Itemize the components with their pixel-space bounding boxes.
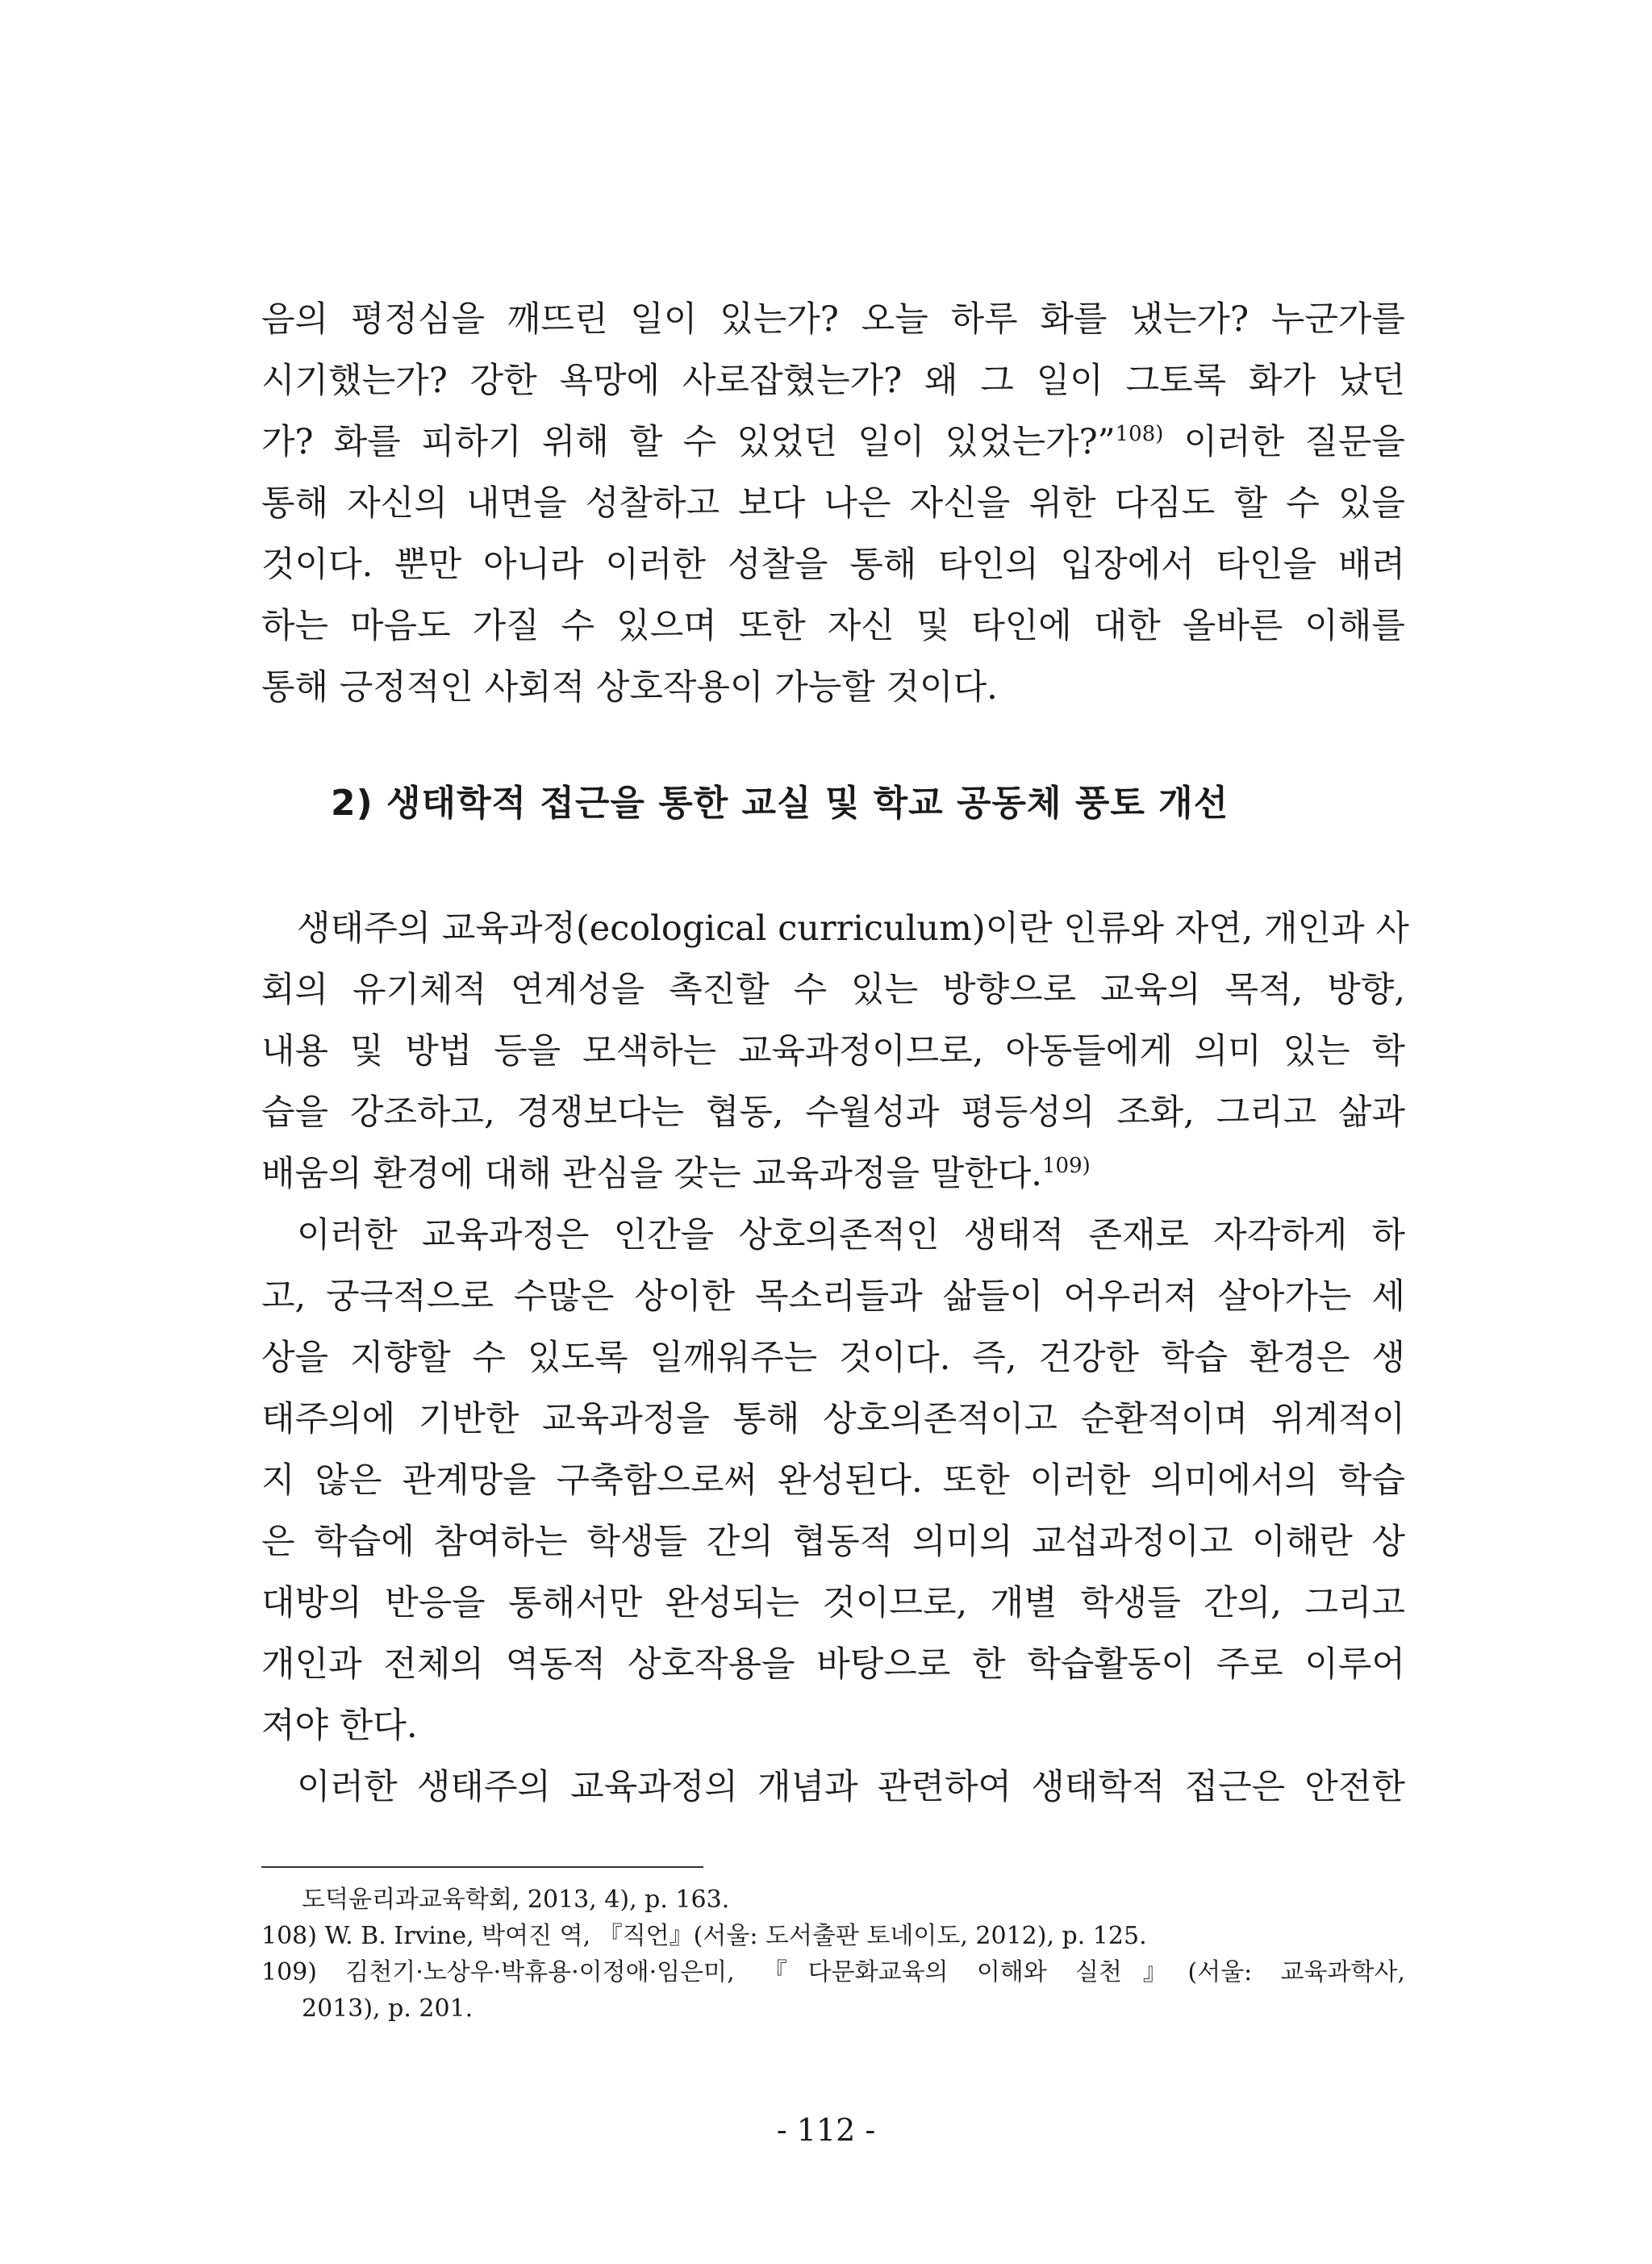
body-text-segment: 배움의 환경에 대해 관심을 갖는 교육과정을 말한다. (261, 1154, 1042, 1194)
page-number: - 112 - (776, 2112, 876, 2148)
body-text-line: 져야 한다. (261, 1706, 418, 1746)
footnote-divider (261, 1866, 703, 1868)
body-text-line: 대방의 반응을 통해서만 완성되는 것이므로, 개별 학생들 간의, 그리고 (261, 1583, 1405, 1623)
footnote-ref-109: 109) (1041, 1154, 1091, 1178)
body-text-line: 것이다. 뿐만 아니라 이러한 성찰을 통해 타인의 입장에서 타인을 배려 (261, 545, 1405, 585)
body-text-line (261, 418, 1405, 466)
footnote-continued: 도덕윤리과교육학회, 2013, 4), p. 163. (302, 1886, 730, 1914)
body-text-line: 생태주의 교육과정(ecological curriculum)이란 인류와 자연, 개인과 사 (297, 909, 1409, 949)
body-text-line: 고, 궁극적으로 수많은 상이한 목소리들과 삶들이 어우러져 살아가는 세 (261, 1276, 1405, 1317)
body-text-line: 지 않은 관계망을 구축함으로써 완성된다. 또한 이러한 의미에서의 학습 (261, 1460, 1405, 1501)
body-text-line: 개인과 전체의 역동적 상호작용을 바탕으로 한 학습활동이 주로 이루어 (261, 1644, 1405, 1685)
body-text-line: 태주의에 기반한 교육과정을 통해 상호의존적이고 순환적이며 위계적이 (261, 1399, 1405, 1439)
body-text-line: 이러한 생태주의 교육과정의 개념과 관련하여 생태학적 접근은 안전한 (297, 1767, 1405, 1807)
body-text-line: 하는 마음도 가질 수 있으며 또한 자신 및 타인에 대한 올바른 이해를 (261, 606, 1405, 646)
body-text-line: 회의 유기체적 연계성을 촉진할 수 있는 방향으로 교육의 목적, 방향, (261, 970, 1405, 1010)
body-text-segment: 이러한 질문을 (1163, 422, 1405, 462)
body-text-line: 이러한 교육과정은 인간을 상호의존적인 생태적 존재로 자각하게 하 (297, 1215, 1405, 1255)
body-text-line: 내용 및 방법 등을 모색하는 교육과정이므로, 아동들에게 의미 있는 학 (261, 1031, 1405, 1071)
body-text-line: 시기했는가? 강한 욕망에 사로잡혔는가? 왜 그 일이 그토록 화가 났던 (261, 361, 1405, 401)
footnote-ref-108: 108) (1115, 422, 1164, 446)
footnote-108: 108) W. B. Irvine, 박여진 역, 『직언』(서울: 도서출판 토네이도, 2012), p. 125. (261, 1922, 1147, 1950)
section-heading: 2) 생태학적 접근을 통한 교실 및 학교 공동체 풍토 개선 (331, 783, 1229, 824)
body-text-line: 상을 지향할 수 있도록 일깨워주는 것이다. 즉, 건강한 학습 환경은 생 (261, 1338, 1406, 1378)
body-text-line: 통해 긍정적인 사회적 상호작용이 가능할 것이다. (261, 667, 998, 708)
body-text-line: 은 학습에 참여하는 학생들 간의 협동적 의미의 교섭과정이고 이해란 상 (261, 1522, 1405, 1562)
body-text-line: 통해 자신의 내면을 성찰하고 보다 나은 자신을 위한 다짐도 할 수 있을 (261, 483, 1405, 524)
body-text-line (261, 1150, 1405, 1198)
body-text-segment: 가? 화를 피하기 위해 할 수 있었던 일이 있었는가?” (261, 422, 1116, 462)
body-text-line: 습을 강조하고, 경쟁보다는 협동, 수월성과 평등성의 조화, 그리고 삶과 (261, 1092, 1405, 1133)
footnote-109: 109) 김천기·노상우·박휴용·이정애·임은미, 『다문화교육의 이해와 실천』(서울: 교육과학사, (261, 1958, 1405, 1986)
body-text-line: 음의 평정심을 깨뜨린 일이 있는가? 오늘 하루 화를 냈는가? 누군가를 (261, 299, 1405, 340)
footnote-109-continued: 2013), p. 201. (302, 1995, 473, 2023)
